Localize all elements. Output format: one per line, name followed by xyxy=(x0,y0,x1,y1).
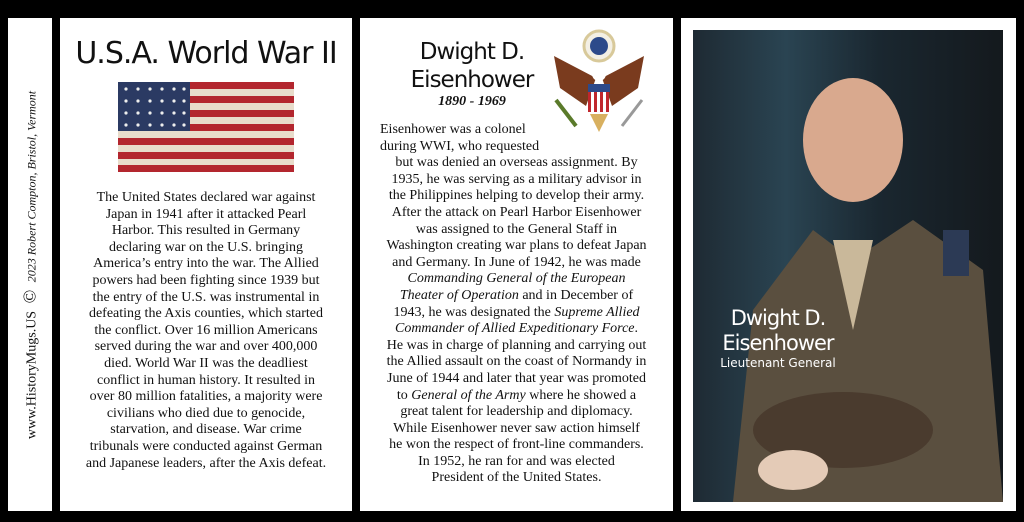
text-line: over 80 million fatalities, a majority were xyxy=(89,389,323,405)
credit-text xyxy=(20,91,41,439)
biography-name xyxy=(372,38,572,94)
text-segment: In 1952, he ran for and was elected xyxy=(418,453,615,469)
life-dates: 1890 - 1969 xyxy=(438,94,506,109)
text-segment: President of the United States. xyxy=(431,470,602,486)
text-line: starvation, and disease. War crime xyxy=(110,422,302,438)
portrait-illustration xyxy=(693,30,1003,502)
caption-rank: Lieutenant General xyxy=(720,356,836,370)
portrait-panel xyxy=(681,18,1016,511)
portrait-caption xyxy=(713,306,843,370)
copyright-icon: © xyxy=(19,289,40,304)
text-line: Harbor. This resulted in Germany xyxy=(111,223,301,239)
text-segment: the Allied assault on the coast of Normandy in xyxy=(386,354,647,370)
text-segment: While Eisenhower never saw action himself xyxy=(393,420,640,436)
ww2-summary xyxy=(60,190,352,472)
text-line: the entry of the U.S. was instrumental in xyxy=(92,289,320,305)
text-line xyxy=(360,139,673,156)
text-line xyxy=(360,454,673,471)
name-line-1: Dwight D. xyxy=(419,39,525,65)
italic-phrase: Commander of Allied Expeditionary Force xyxy=(394,321,635,337)
text-line xyxy=(360,222,673,239)
text-segment: but was denied an overseas assignment. By xyxy=(395,155,638,171)
text-segment: was assigned to the General Staff in xyxy=(415,221,618,237)
text-line: died. World War II was the deadliest xyxy=(104,355,308,371)
text-line xyxy=(360,122,673,139)
text-line xyxy=(360,172,673,189)
text-line: The United States declared war against xyxy=(96,190,316,205)
text-segment: He was in charge of planning and carrying out xyxy=(386,337,647,353)
italic-phrase: Commanding General of the European xyxy=(407,271,626,287)
text-line xyxy=(360,155,673,172)
ww2-panel xyxy=(60,18,352,511)
text-line xyxy=(360,205,673,222)
text-segment: during WWI, who requested xyxy=(380,138,540,154)
eisenhower-portrait-image xyxy=(693,30,1003,502)
text-line: served during the war and over 400,000 xyxy=(94,339,318,355)
text-line: declaring war on the U.S. bringing xyxy=(108,239,303,255)
text-segment: and Germany. In June of 1942, he was made xyxy=(392,254,641,270)
text-line xyxy=(360,470,673,487)
text-line xyxy=(360,354,673,371)
text-line xyxy=(360,371,673,388)
text-line xyxy=(360,238,673,255)
text-segment: Washington creating war plans to defeat Japan xyxy=(386,238,647,254)
text-line: and Japanese leaders, after the Axis defeat. xyxy=(85,455,327,471)
text-line xyxy=(360,437,673,454)
text-line: the conflict. Over 16 million Americans xyxy=(94,322,318,338)
text-segment: 1943, he was designated the xyxy=(393,304,555,320)
biography-text xyxy=(360,122,673,487)
text-line: tribunals were conducted against German xyxy=(89,438,323,454)
biography-panel xyxy=(360,18,673,511)
text-line xyxy=(360,255,673,272)
text-segment: and in December of xyxy=(518,287,634,303)
us-flag-image xyxy=(118,82,294,172)
text-line xyxy=(360,421,673,438)
text-segment: 1935, he was serving as a military advisor in xyxy=(391,171,642,187)
text-segment: he won the respect of front-line commanders. xyxy=(389,437,644,453)
text-line xyxy=(360,388,673,405)
text-line: America’s entry into the war. The Allied xyxy=(93,256,319,272)
text-line: powers had been fighting since 1939 but xyxy=(92,272,320,288)
italic-phrase: Supreme Allied xyxy=(554,304,640,320)
caption-name-line-2: Eisenhower xyxy=(722,331,834,355)
italic-phrase: General of the Army xyxy=(411,387,526,403)
text-segment: the Philippines helping to develop their army. xyxy=(388,188,645,204)
text-line xyxy=(360,271,673,288)
text-line xyxy=(360,188,673,205)
text-line xyxy=(360,321,673,338)
credit-strip xyxy=(8,18,52,511)
text-line xyxy=(360,338,673,355)
text-segment: great talent for leadership and diplomacy. xyxy=(400,404,633,420)
caption-name-line-1: Dwight D. xyxy=(730,306,826,330)
text-line xyxy=(360,404,673,421)
text-segment: After the attack on Pearl Harbor Eisenhower xyxy=(391,204,642,220)
text-line: conflict in human history. It resulted in xyxy=(97,372,315,388)
text-line: Japan in 1941 after it attacked Pearl xyxy=(105,206,307,222)
credit-line: 2023 Robert Compton, Bristol, Vermont xyxy=(24,90,39,283)
text-segment: Eisenhower was a colonel xyxy=(380,122,526,137)
text-line: defeating the Axis counties, which started xyxy=(88,306,324,322)
italic-phrase: Theater of Operation xyxy=(399,287,519,303)
text-line xyxy=(360,305,673,322)
panel-title: U.S.A. World War II xyxy=(75,36,337,71)
text-segment: . xyxy=(634,321,638,337)
name-line-2: Eisenhower xyxy=(410,67,534,93)
text-line: civilians who died due to genocide, xyxy=(106,405,306,421)
text-segment: where he showed a xyxy=(525,387,637,403)
text-segment: to xyxy=(396,387,412,403)
text-line xyxy=(360,288,673,305)
text-segment: June of 1944 and later that year was promoted xyxy=(387,370,646,386)
website-link[interactable]: www.HistoryMugs.US xyxy=(24,310,40,440)
